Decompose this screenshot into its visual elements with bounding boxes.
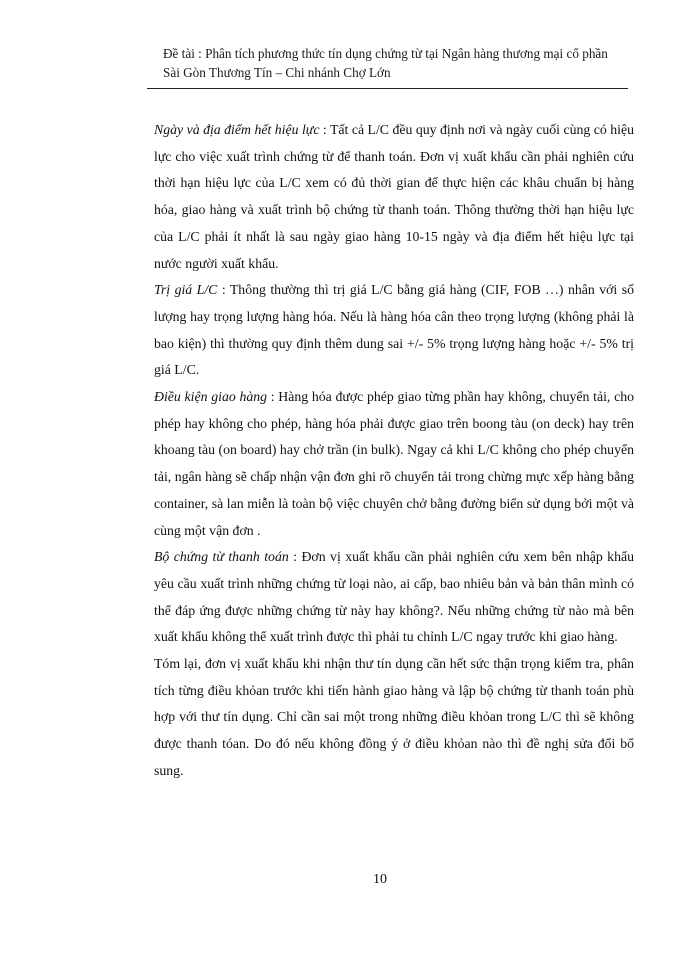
body-text (154, 117, 634, 785)
paragraph-summary (154, 651, 634, 785)
term-delivery-terms: Điều kiện giao hàng (154, 389, 268, 405)
paragraph-text: : Tất cả L/C đều quy định nơi và ngày cuối cùng có hiệu lực cho việc xuất trình chứng từ để thanh toán. Đơn vị xuất khẩu cần phải nghiên cứu thời hạn hiệu lực của L/C xem có đủ thời gian để thực hiện các khâu chuẩn bị hàng hóa, giao hàng và xuất trình bộ chứng từ thanh toán. Thông thường thời hạn hiệu lực của L/C phải ít nhất là sau ngày giao hàng 10-15 ngày và địa điểm hết hiệu lực tại nước người xuất khẩu. (154, 122, 634, 271)
paragraph-text: : Hàng hóa được phép giao từng phần hay không, chuyển tải, cho phép hay không cho phép, hàng hóa phải được giao trên boong tàu (on deck) hay trên khoang tàu (on board) hay chở trần (in bulk). Ngay cả khi L/C không cho phép chuyển tải, ngân hàng sẽ chấp nhận vận đơn ghi rõ chuyển tải trong chừng mực xếp hàng bằng container, sà lan miễn là toàn bộ việc chuyên chở bằng đường biển sử dụng bởi một và cùng một vận đơn . (154, 389, 634, 538)
paragraph-text: Tóm lại, đơn vị xuất khẩu khi nhận thư tín dụng cần hết sức thận trọng kiểm tra, phân tích từng điều khỏan trước khi tiến hành giao hàng và lập bộ chứng từ thanh toán phù hợp với thư tín dụng. Chỉ cần sai một trong những điều khỏan trong L/C thì sẽ không được thanh tóan. Do đó nếu không đồng ý ở điều khỏan nào thì đề nghị sửa đổi bổ sung. (154, 656, 634, 778)
page-header (163, 44, 633, 82)
paragraph-lc-value (154, 277, 634, 384)
header-divider (147, 88, 628, 89)
paragraph-expiry-date-place (154, 117, 634, 277)
term-payment-documents: Bộ chứng từ thanh toán (154, 549, 289, 565)
paragraph-text: : Đơn vị xuất khẩu cần phải nghiên cứu xem bên nhập khẩu yêu cầu xuất trình những chứng từ loại nào, ai cấp, bao nhiêu bản và bản thân mình có thể đáp ứng được những chứng từ này hay không?. Nếu những chứng từ nào mà bên xuất khẩu không thể xuất trình được thì phải tu chỉnh L/C ngay trước khi giao hàng. (154, 549, 635, 645)
term-expiry-date-place: Ngày và địa điểm hết hiệu lực (154, 122, 320, 137)
paragraph-payment-documents (154, 544, 634, 651)
page-number: 10 (373, 872, 387, 887)
paragraph-delivery-terms (154, 384, 634, 544)
term-lc-value: Trị giá L/C (154, 282, 218, 298)
paragraph-text: : Thông thường thì trị giá L/C bằng giá hàng (CIF, FOB …) nhân với số lượng hay trọng lượng hàng hóa. Nếu là hàng hóa cân theo trọng lượng (không phải là bao kiện) thì thường quy định thêm dung sai +/- 5% trọng lượng hàng hoặc +/- 5% trị giá L/C. (154, 282, 634, 378)
header-title-line-1: Đề tài : Phân tích phương thức tín dụng chứng từ tại Ngân hàng thương mại cổ phần (163, 46, 608, 61)
header-title-line-2: Sài Gòn Thương Tín – Chi nhánh Chợ Lớn (163, 65, 391, 80)
